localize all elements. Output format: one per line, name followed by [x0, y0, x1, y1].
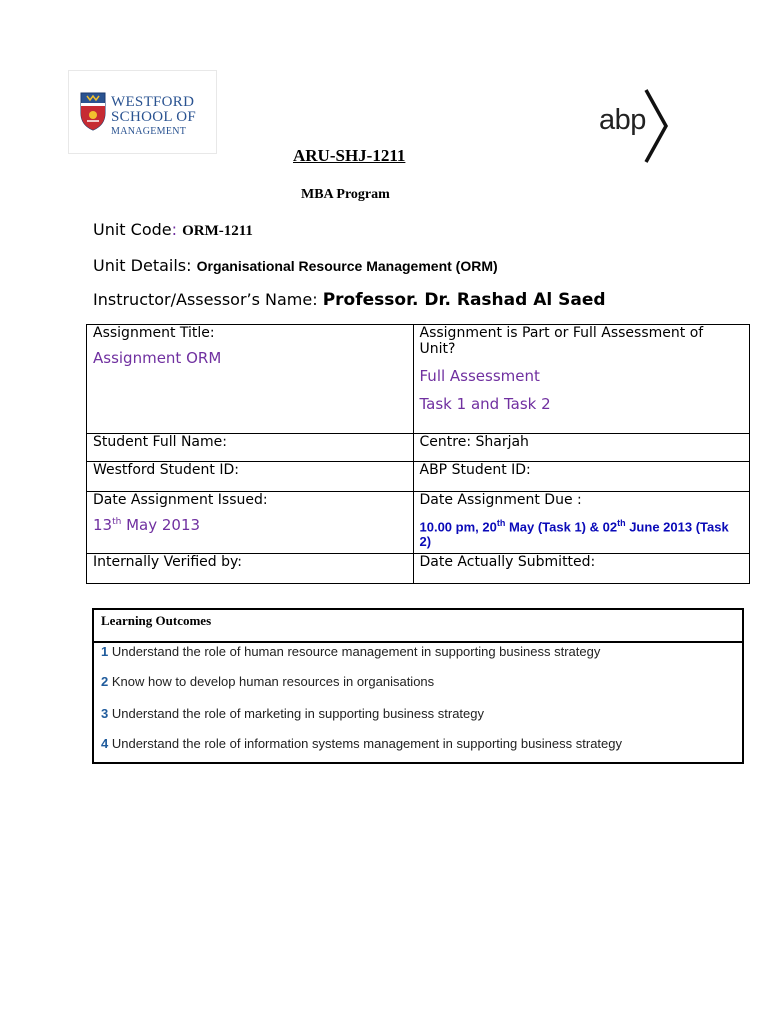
unit-code-label: Unit Code	[93, 220, 172, 239]
outcome-text: Understand the role of marketing in supporting business strategy	[108, 706, 484, 721]
westford-id-label: Westford Student ID:	[87, 462, 414, 492]
submitted-label: Date Actually Submitted:	[413, 554, 750, 584]
outcome-number: 3	[101, 706, 109, 721]
centre-text: Centre: Sharjah	[413, 434, 750, 462]
list-item	[101, 674, 434, 689]
westford-logo	[68, 70, 217, 154]
list-item	[101, 706, 484, 721]
assessment-type-label: Assignment is Part or Full Assessment of Unit?	[419, 325, 704, 357]
table-row	[87, 492, 750, 554]
abp-logo	[596, 84, 676, 166]
due-date: 10.00 pm, 20th May (Task 1) & 02th June 2013 (Task 2)	[419, 518, 729, 550]
list-item	[101, 736, 622, 751]
due-label: Date Assignment Due :	[419, 492, 582, 508]
westford-wordmark-line2: SCHOOL OF	[111, 109, 197, 125]
abp-id-label: ABP Student ID:	[413, 462, 750, 492]
unit-code-line	[93, 220, 253, 240]
verified-label: Internally Verified by:	[87, 554, 414, 584]
issued-label: Date Assignment Issued:	[93, 492, 268, 508]
assignment-title-value: Assignment ORM	[93, 349, 222, 367]
outcome-text: Know how to develop human resources in organisations	[108, 674, 435, 689]
unit-details-value: Organisational Resource Management (ORM)	[196, 258, 498, 274]
assignment-title-label: Assignment Title:	[93, 325, 215, 341]
table-row	[87, 554, 750, 584]
issued-cell	[87, 492, 414, 554]
program-title: MBA Program	[301, 187, 390, 202]
westford-crest-icon	[80, 91, 106, 131]
assessment-type-cell	[413, 325, 750, 434]
learning-outcomes-box	[92, 608, 744, 764]
list-item	[101, 644, 600, 659]
abp-chevron-icon	[642, 88, 670, 164]
assessment-tasks: Task 1 and Task 2	[419, 395, 551, 413]
assignment-title-cell	[87, 325, 414, 434]
outcome-text: Understand the role of information systems management in supporting business strategy	[108, 736, 623, 751]
issued-date: 13th May 2013	[93, 516, 201, 534]
westford-wordmark-line1: WESTFORD	[111, 94, 195, 110]
table-row	[87, 462, 750, 492]
table-row	[87, 325, 750, 434]
assignment-info-table	[86, 324, 750, 584]
unit-code-colon: :	[171, 220, 178, 239]
due-cell	[413, 492, 750, 554]
westford-wordmark-line3: MANAGEMENT	[111, 126, 187, 137]
abp-wordmark: abp	[599, 104, 646, 136]
table-row	[87, 434, 750, 462]
instructor-label: Instructor/Assessor’s Name:	[93, 290, 318, 309]
instructor-line	[93, 290, 606, 310]
outcome-number: 1	[101, 644, 109, 659]
unit-details-label: Unit Details:	[93, 256, 192, 275]
document-code: ARU-SHJ-1211	[293, 146, 406, 165]
outcome-text: Understand the role of human resource management in supporting business strategy	[108, 644, 601, 659]
outcome-number: 2	[101, 674, 109, 689]
assessment-type-value: Full Assessment	[419, 367, 540, 385]
instructor-value: Professor. Dr. Rashad Al Saed	[322, 290, 606, 310]
unit-code-value: ORM-1211	[182, 223, 253, 239]
learning-outcomes-heading: Learning Outcomes	[94, 610, 742, 643]
unit-details-line	[93, 256, 498, 275]
outcome-number: 4	[101, 736, 109, 751]
student-name-label: Student Full Name:	[87, 434, 414, 462]
